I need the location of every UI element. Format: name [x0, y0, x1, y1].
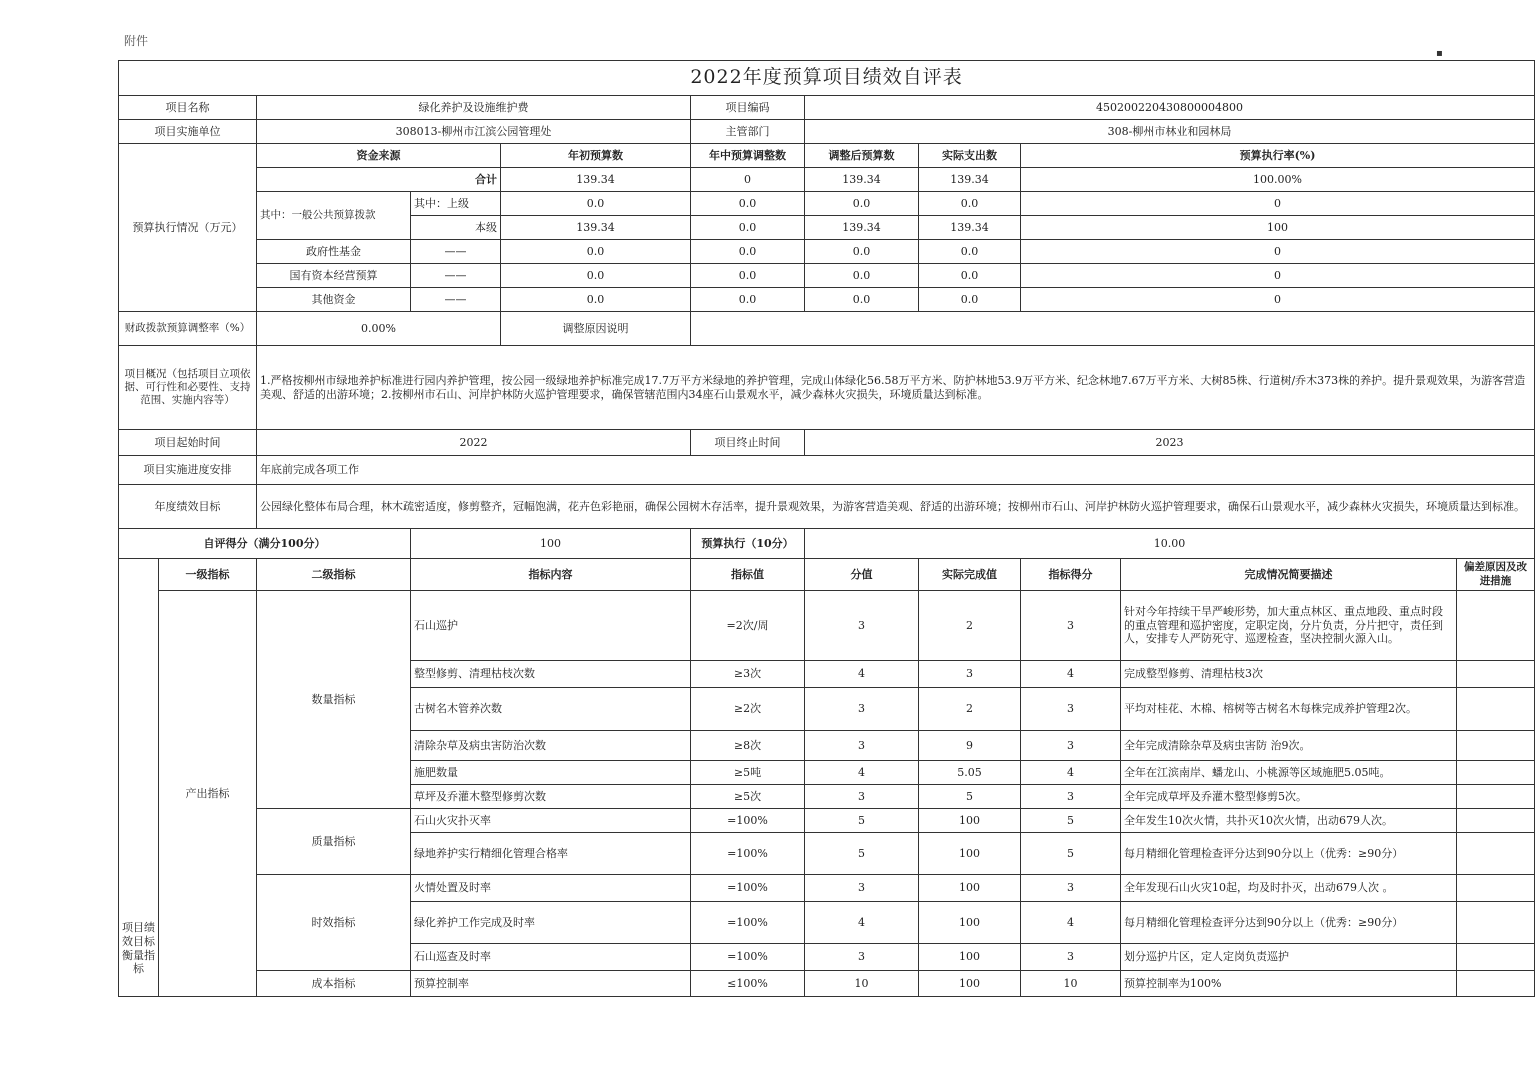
end-time-label: 项目终止时间 [691, 430, 805, 456]
schedule-row [119, 456, 1535, 485]
project-unit-row [119, 120, 1535, 144]
upper-initial: 0.0 [501, 192, 691, 216]
gov-fund-initial: 0.0 [501, 240, 691, 264]
budget-col-adjust: 年中预算调整数 [691, 144, 805, 168]
indicator-content: 草坪及乔灌木整型修剪次数 [411, 785, 691, 809]
indicator-target: =100% [691, 902, 805, 944]
indicator-actual: 100 [919, 971, 1021, 997]
indicator-score: 4 [1021, 661, 1121, 688]
gov-fund-adjust: 0.0 [691, 240, 805, 264]
budget-col-rate: 预算执行率(%) [1021, 144, 1535, 168]
indicator-row [119, 809, 1535, 833]
indicator-content: 施肥数量 [411, 761, 691, 785]
indicator-score: 4 [1021, 902, 1121, 944]
indicator-side-label: 项目绩效目标衡量指标 [119, 559, 159, 997]
other-adjust: 0.0 [691, 288, 805, 312]
project-unit-label: 项目实施单位 [119, 120, 257, 144]
state-capital-actual: 0.0 [919, 264, 1021, 288]
total-label: 合计 [257, 168, 501, 192]
indicator-actual: 100 [919, 875, 1021, 902]
indicator-desc: 完成整型修剪、清理枯枝3次 [1121, 661, 1457, 688]
state-capital-adjusted: 0.0 [805, 264, 919, 288]
overview-text: 1.严格按柳州市绿地养护标准进行园内养护管理，按公园一级绿地养护标准完成17.7万平方米绿地的养护管理，完成山体绿化56.58万平方米、防护林地53.9万平方米、纪念林地7.67万平方米、大树85株、行道树/乔木373株的养护。提升景观效果，为游客营造美观、舒适的出游环境；2.按柳州市石山、河岸护林防火巡护管理要求，确保管辖范围内34座石山景观水平，减少森林火灾损失，环境质量达到标准。 [257, 346, 1535, 430]
indicator-points: 3 [805, 875, 919, 902]
indicator-points: 3 [805, 731, 919, 761]
budget-col-adjusted: 调整后预算数 [805, 144, 919, 168]
schedule-text: 年底前完成各项工作 [257, 456, 1535, 485]
indicator-deviation [1457, 971, 1535, 997]
indicator-points: 5 [805, 833, 919, 875]
indicator-deviation [1457, 661, 1535, 688]
adjust-reason-label: 调整原因说明 [501, 312, 691, 346]
project-name-row [119, 96, 1535, 120]
indicator-score: 3 [1021, 944, 1121, 971]
indicator-desc: 预算控制率为100% [1121, 971, 1457, 997]
indicator-desc: 全年完成草坪及乔灌木整型修剪5次。 [1121, 785, 1457, 809]
indicator-col-deviation: 偏差原因及改进措施 [1457, 559, 1535, 591]
level2-label: 数量指标 [257, 591, 411, 809]
end-time-value: 2023 [805, 430, 1535, 456]
score-row [119, 529, 1535, 559]
level1-label: 产出指标 [159, 591, 257, 997]
indicator-deviation [1457, 809, 1535, 833]
indicator-col-score: 指标得分 [1021, 559, 1121, 591]
evaluation-table [118, 60, 1535, 997]
dept-label: 主管部门 [691, 120, 805, 144]
self-score-label: 自评得分（满分100分） [119, 529, 411, 559]
indicator-actual: 2 [919, 591, 1021, 661]
budget-upper-row [119, 192, 1535, 216]
indicator-score: 3 [1021, 688, 1121, 731]
goal-row [119, 485, 1535, 529]
indicator-desc: 全年发生10次火情，共扑灭10次火情，出动679人次。 [1121, 809, 1457, 833]
indicator-deviation [1457, 731, 1535, 761]
project-name: 绿化养护及设施维护费 [257, 96, 691, 120]
indicator-target: ≥5吨 [691, 761, 805, 785]
local-initial: 139.34 [501, 216, 691, 240]
indicator-content: 预算控制率 [411, 971, 691, 997]
indicator-points: 3 [805, 944, 919, 971]
gov-fund-label: 政府性基金 [257, 240, 411, 264]
budget-state-capital-row [119, 264, 1535, 288]
indicator-actual: 3 [919, 661, 1021, 688]
adjust-rate-value: 0.00% [257, 312, 501, 346]
indicator-desc: 针对今年持续干旱严峻形势，加大重点林区、重点地段、重点时段的重点管理和巡护密度，定职定岗，分片负责，分片把守，责任到人，安排专人严防死守、巡逻检查，坚决控制火源入山。 [1121, 591, 1457, 661]
indicator-actual: 9 [919, 731, 1021, 761]
indicator-content: 古树名木管养次数 [411, 688, 691, 731]
adjust-reason-value [691, 312, 1535, 346]
other-dash: —— [411, 288, 501, 312]
other-actual: 0.0 [919, 288, 1021, 312]
indicator-deviation [1457, 591, 1535, 661]
overview-label: 项目概况（包括项目立项依据、可行性和必要性、支持范围、实施内容等） [119, 346, 257, 430]
indicator-deviation [1457, 875, 1535, 902]
indicator-target: ≥8次 [691, 731, 805, 761]
indicator-col-level2: 二级指标 [257, 559, 411, 591]
indicator-desc: 全年在江滨南岸、蟠龙山、小桃源等区域施肥5.05吨。 [1121, 761, 1457, 785]
budget-exec-label: 预算执行（10分） [691, 529, 805, 559]
local-label: 本级 [411, 216, 501, 240]
indicator-row [119, 875, 1535, 902]
start-time-label: 项目起始时间 [119, 430, 257, 456]
indicator-row [119, 591, 1535, 661]
indicator-header-row [119, 559, 1535, 591]
schedule-label: 项目实施进度安排 [119, 456, 257, 485]
indicator-desc: 全年完成清除杂草及病虫害防 治9次。 [1121, 731, 1457, 761]
indicator-desc: 每月精细化管理检查评分达到90分以上（优秀：≥90分） [1121, 902, 1457, 944]
indicator-col-level1: 一级指标 [159, 559, 257, 591]
indicator-score: 3 [1021, 785, 1121, 809]
indicator-target: =100% [691, 944, 805, 971]
local-adjust: 0.0 [691, 216, 805, 240]
indicator-score: 5 [1021, 833, 1121, 875]
goal-label: 年度绩效目标 [119, 485, 257, 529]
level2-label: 成本指标 [257, 971, 411, 997]
state-capital-adjust: 0.0 [691, 264, 805, 288]
project-code: 450200220430800004800 [805, 96, 1535, 120]
total-adjusted: 139.34 [805, 168, 919, 192]
budget-exec-value: 10.00 [805, 529, 1535, 559]
gov-fund-dash: —— [411, 240, 501, 264]
indicator-target: =100% [691, 875, 805, 902]
corner-mark: ▪ [1436, 48, 1443, 59]
state-capital-label: 国有资本经营预算 [257, 264, 411, 288]
adjust-row [119, 312, 1535, 346]
level2-label: 时效指标 [257, 875, 411, 971]
budget-col-initial: 年初预算数 [501, 144, 691, 168]
local-actual: 139.34 [919, 216, 1021, 240]
goal-text: 公园绿化整体布局合理，林木疏密适度，修剪整齐，冠幅饱满，花卉色彩艳丽，确保公园树木存活率，提升景观效果，为游客营造美观、舒适的出游环境；按柳州市石山、河岸护林防火巡护管理要求，确保石山景观水平，减少森林火灾损失，环境质量达到标准。 [257, 485, 1535, 529]
indicator-points: 10 [805, 971, 919, 997]
indicator-content: 石山巡护 [411, 591, 691, 661]
indicator-deviation [1457, 761, 1535, 785]
indicator-target: ≥3次 [691, 661, 805, 688]
self-score-value: 100 [411, 529, 691, 559]
start-time-value: 2022 [257, 430, 691, 456]
total-actual: 139.34 [919, 168, 1021, 192]
adjust-rate-label: 财政拨款预算调整率（%） [119, 312, 257, 346]
upper-adjust: 0.0 [691, 192, 805, 216]
upper-label: 其中：上级 [411, 192, 501, 216]
general-budget-label: 其中：一般公共预算拨款 [257, 192, 411, 240]
indicator-target: =100% [691, 809, 805, 833]
state-capital-dash: —— [411, 264, 501, 288]
budget-header-row [119, 144, 1535, 168]
indicator-col-target: 指标值 [691, 559, 805, 591]
indicator-desc: 平均对桂花、木棉、榕树等古树名木每株完成养护管理2次。 [1121, 688, 1457, 731]
page-title: 2022年度预算项目绩效自评表 [119, 61, 1535, 96]
indicator-desc: 每月精细化管理检查评分达到90分以上（优秀：≥90分） [1121, 833, 1457, 875]
upper-adjusted: 0.0 [805, 192, 919, 216]
total-initial: 139.34 [501, 168, 691, 192]
indicator-actual: 100 [919, 809, 1021, 833]
indicator-col-actual: 实际完成值 [919, 559, 1021, 591]
indicator-points: 5 [805, 809, 919, 833]
period-row [119, 430, 1535, 456]
indicator-content: 绿地养护实行精细化管理合格率 [411, 833, 691, 875]
indicator-target: =100% [691, 833, 805, 875]
budget-col-actual: 实际支出数 [919, 144, 1021, 168]
evaluation-sheet [118, 60, 1528, 1027]
state-capital-initial: 0.0 [501, 264, 691, 288]
budget-other-row [119, 288, 1535, 312]
indicator-actual: 2 [919, 688, 1021, 731]
indicator-content: 火情处置及时率 [411, 875, 691, 902]
project-name-label: 项目名称 [119, 96, 257, 120]
indicator-score: 3 [1021, 731, 1121, 761]
dept-value: 308-柳州市林业和园林局 [805, 120, 1535, 144]
indicator-target: ≤100% [691, 971, 805, 997]
local-adjusted: 139.34 [805, 216, 919, 240]
indicator-actual: 100 [919, 833, 1021, 875]
indicator-target: =2次/周 [691, 591, 805, 661]
other-initial: 0.0 [501, 288, 691, 312]
budget-section-label: 预算执行情况（万元） [119, 144, 257, 312]
budget-gov-fund-row [119, 240, 1535, 264]
indicator-actual: 5.05 [919, 761, 1021, 785]
indicator-deviation [1457, 785, 1535, 809]
indicator-points: 4 [805, 902, 919, 944]
indicator-actual: 100 [919, 944, 1021, 971]
project-unit: 308013-柳州市江滨公园管理处 [257, 120, 691, 144]
gov-fund-actual: 0.0 [919, 240, 1021, 264]
project-code-label: 项目编码 [691, 96, 805, 120]
state-capital-rate: 0 [1021, 264, 1535, 288]
indicator-points: 3 [805, 785, 919, 809]
indicator-score: 10 [1021, 971, 1121, 997]
overview-row [119, 346, 1535, 430]
budget-col-source: 资金来源 [257, 144, 501, 168]
indicator-score: 3 [1021, 591, 1121, 661]
gov-fund-adjusted: 0.0 [805, 240, 919, 264]
indicator-points: 3 [805, 591, 919, 661]
indicator-row [119, 971, 1535, 997]
indicator-score: 3 [1021, 875, 1121, 902]
indicator-target: ≥2次 [691, 688, 805, 731]
indicator-col-points: 分值 [805, 559, 919, 591]
level2-label: 质量指标 [257, 809, 411, 875]
indicator-target: ≥5次 [691, 785, 805, 809]
indicator-deviation [1457, 833, 1535, 875]
budget-total-row [119, 168, 1535, 192]
other-adjusted: 0.0 [805, 288, 919, 312]
indicator-deviation [1457, 944, 1535, 971]
other-label: 其他资金 [257, 288, 411, 312]
attachment-label: 附件 [124, 34, 149, 48]
indicator-content: 石山火灾扑灭率 [411, 809, 691, 833]
indicator-content: 绿化养护工作完成及时率 [411, 902, 691, 944]
indicator-content: 清除杂草及病虫害防治次数 [411, 731, 691, 761]
indicator-col-content: 指标内容 [411, 559, 691, 591]
local-rate: 100 [1021, 216, 1535, 240]
indicator-content: 石山巡查及时率 [411, 944, 691, 971]
indicator-score: 4 [1021, 761, 1121, 785]
indicator-deviation [1457, 902, 1535, 944]
total-adjust: 0 [691, 168, 805, 192]
indicator-content: 整型修剪、清理枯枝次数 [411, 661, 691, 688]
indicator-deviation [1457, 688, 1535, 731]
indicator-actual: 5 [919, 785, 1021, 809]
upper-actual: 0.0 [919, 192, 1021, 216]
other-rate: 0 [1021, 288, 1535, 312]
indicator-points: 4 [805, 661, 919, 688]
upper-rate: 0 [1021, 192, 1535, 216]
indicator-desc: 划分巡护片区，定人定岗负责巡护 [1121, 944, 1457, 971]
indicator-actual: 100 [919, 902, 1021, 944]
indicator-points: 4 [805, 761, 919, 785]
total-rate: 100.00% [1021, 168, 1535, 192]
indicator-score: 5 [1021, 809, 1121, 833]
indicator-col-desc: 完成情况简要描述 [1121, 559, 1457, 591]
indicator-points: 3 [805, 688, 919, 731]
gov-fund-rate: 0 [1021, 240, 1535, 264]
indicator-desc: 全年发现石山火灾10起，均及时扑灭，出动679人次 。 [1121, 875, 1457, 902]
